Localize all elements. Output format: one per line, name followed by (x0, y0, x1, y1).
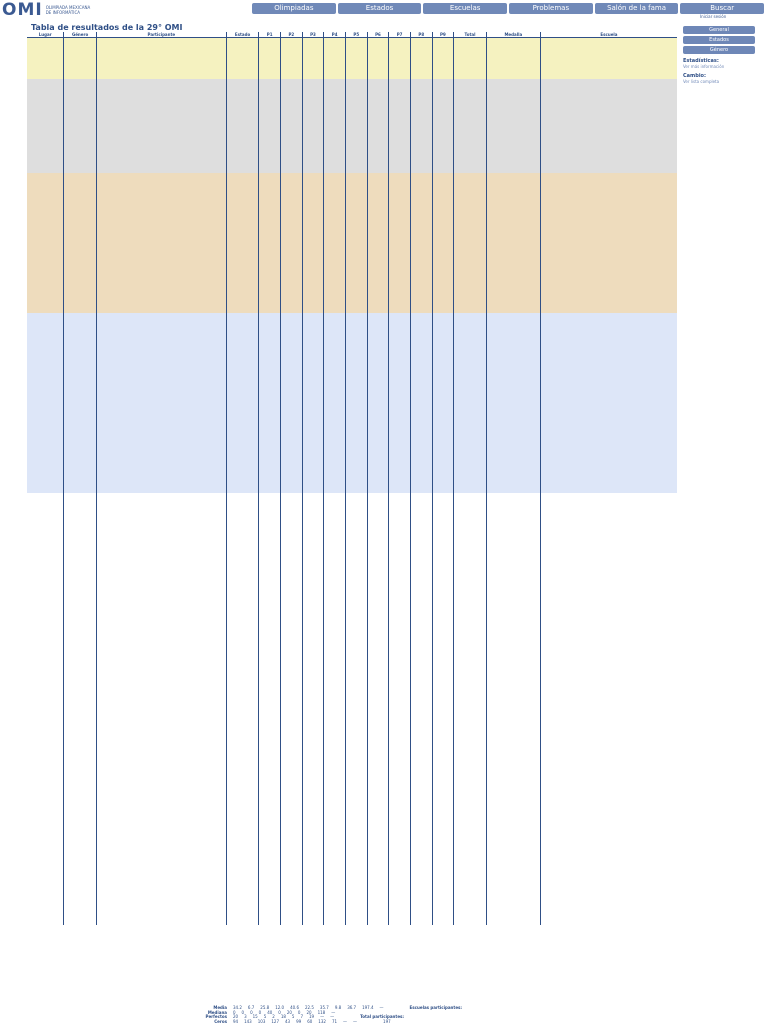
footer-values (233, 1020, 677, 1024)
table-cell[interactable] (96, 920, 226, 925)
footer-value: 143 (244, 1018, 252, 1024)
sidebar (683, 26, 763, 84)
footer-value: 71 (331, 1018, 338, 1024)
footer-value: 0 (258, 1009, 262, 1015)
footer-value: 127 (271, 1018, 280, 1024)
logo-subtitle: OLIMPIADA MEXICANA DE INFORMÁTICA (45, 5, 91, 15)
side-button-0[interactable]: General (683, 26, 755, 34)
footer-label: Media (213, 1005, 227, 1010)
table-cell (389, 920, 411, 925)
footer-value: 132 (318, 1018, 326, 1024)
footer-right-value: 197 (383, 1018, 391, 1024)
footer-value: 99 (296, 1018, 302, 1024)
footer-row (27, 1020, 677, 1024)
nav-item-1[interactable]: Estados (338, 3, 422, 14)
table-cell (345, 920, 367, 925)
footer-value: 94 (233, 1018, 239, 1024)
footer-value: — (330, 1014, 335, 1019)
side-button-1[interactable]: Estados (683, 36, 755, 44)
footer-value: 0 (278, 1009, 281, 1015)
change-label: Cambio: (683, 73, 706, 79)
table-cell (432, 920, 454, 925)
column-header[interactable]: Total (454, 32, 487, 38)
footer-value: — (343, 1018, 348, 1024)
logo[interactable] (2, 1, 117, 19)
footer-value: 25.8 (260, 1005, 270, 1010)
footer-value: 40 (267, 1009, 273, 1015)
footer-value: 3 (244, 1014, 247, 1019)
footer-label: Perfectos (205, 1014, 227, 1019)
footer-value: 103 (257, 1018, 266, 1024)
column-header[interactable]: P2 (280, 32, 302, 38)
footer-value: 6.7 (247, 1005, 255, 1010)
table-cell (486, 920, 540, 925)
footer-value: 5 (263, 1014, 267, 1019)
footer-value: 34.2 (233, 1005, 242, 1010)
footer-value: 22.5 (305, 1005, 314, 1010)
footer-value: 18 (280, 1014, 286, 1019)
table-cell (302, 920, 324, 925)
footer-value: 7 (300, 1014, 304, 1019)
footer-value: 5 (291, 1014, 295, 1019)
footer-value: 0 (241, 1009, 245, 1015)
footer-value: — (320, 1014, 325, 1019)
footer-value: 36.7 (347, 1005, 357, 1010)
footer-value: 43 (285, 1018, 291, 1024)
footer-value: 60 (307, 1018, 313, 1024)
table-cell (454, 920, 487, 925)
nav-item-3[interactable]: Problemas (509, 3, 593, 14)
side-button-2[interactable]: Género (683, 46, 755, 54)
table-cell (226, 920, 259, 925)
stats-link[interactable]: Ver más información (683, 64, 725, 69)
nav-item-0[interactable]: Olimpiadas (252, 3, 336, 14)
footer-value: — (331, 1009, 336, 1015)
table-cell (367, 920, 389, 925)
footer-value: — (353, 1018, 358, 1024)
footer-value: 40.6 (290, 1005, 299, 1010)
footer-value: 20 (306, 1009, 312, 1015)
page-title: Tabla de resultados de la 29° OMI (31, 23, 183, 32)
column-header[interactable]: P8 (410, 32, 432, 38)
main-nav (252, 3, 764, 14)
column-header[interactable]: Medalla (486, 32, 540, 38)
footer-value: 197.4 (362, 1005, 374, 1010)
column-header[interactable]: P5 (345, 32, 367, 38)
footer-right-label: Escuelas participantes: (409, 1005, 463, 1010)
footer-value: 12.0 (275, 1005, 285, 1010)
footer-value: — (379, 1005, 384, 1010)
footer-value: 20 (233, 1014, 239, 1019)
footer-right-label: Total participantes: (360, 1014, 405, 1019)
table-cell (540, 920, 677, 925)
column-header[interactable]: Estado (226, 32, 259, 38)
table-cell (324, 920, 346, 925)
logo-mark: OMI (2, 0, 43, 20)
table-cell (280, 920, 302, 925)
column-header[interactable]: P4 (324, 32, 346, 38)
results-table (27, 32, 677, 925)
column-header[interactable]: Participante (96, 32, 226, 38)
footer-value: 20 (286, 1009, 292, 1015)
column-header[interactable]: P6 (367, 32, 389, 38)
header (0, 0, 768, 20)
footer-value: 0 (233, 1009, 236, 1015)
footer-value: 35.7 (319, 1005, 329, 1010)
footer-value: 15 (252, 1014, 258, 1019)
table-cell (259, 920, 281, 925)
stats-label: Estadísticas: (683, 58, 719, 64)
column-header[interactable]: P9 (432, 32, 454, 38)
results-table-wrap (27, 32, 677, 1018)
table-row (27, 920, 677, 925)
column-header[interactable]: Escuela (540, 32, 677, 38)
footer-label: Ceros (214, 1018, 227, 1024)
footer-value: 9.8 (334, 1005, 342, 1010)
table-cell (64, 920, 97, 925)
nav-item-4[interactable]: Salón de la fama (595, 3, 679, 14)
column-header[interactable]: Género (64, 32, 97, 38)
table-cell (410, 920, 432, 925)
footer-value: 118 (317, 1009, 326, 1015)
column-header[interactable]: Lugar (27, 32, 64, 38)
column-header[interactable]: P7 (389, 32, 411, 38)
nav-item-5[interactable]: Buscar (680, 3, 764, 14)
table-cell (27, 920, 64, 925)
footer-value: 19 (309, 1014, 315, 1019)
column-header[interactable]: P3 (302, 32, 324, 38)
nav-item-2[interactable]: Escuelas (423, 3, 507, 14)
change-link[interactable]: Ver lista completa (683, 79, 720, 84)
footer-value: 0 (297, 1009, 301, 1015)
footer-label: Mediana (207, 1009, 227, 1015)
footer-value: 0 (250, 1009, 253, 1015)
login-link[interactable]: Iniciar sesión (700, 14, 727, 19)
table-footer (27, 1005, 677, 1024)
column-header[interactable]: P1 (259, 32, 281, 38)
footer-value: 2 (272, 1014, 275, 1019)
